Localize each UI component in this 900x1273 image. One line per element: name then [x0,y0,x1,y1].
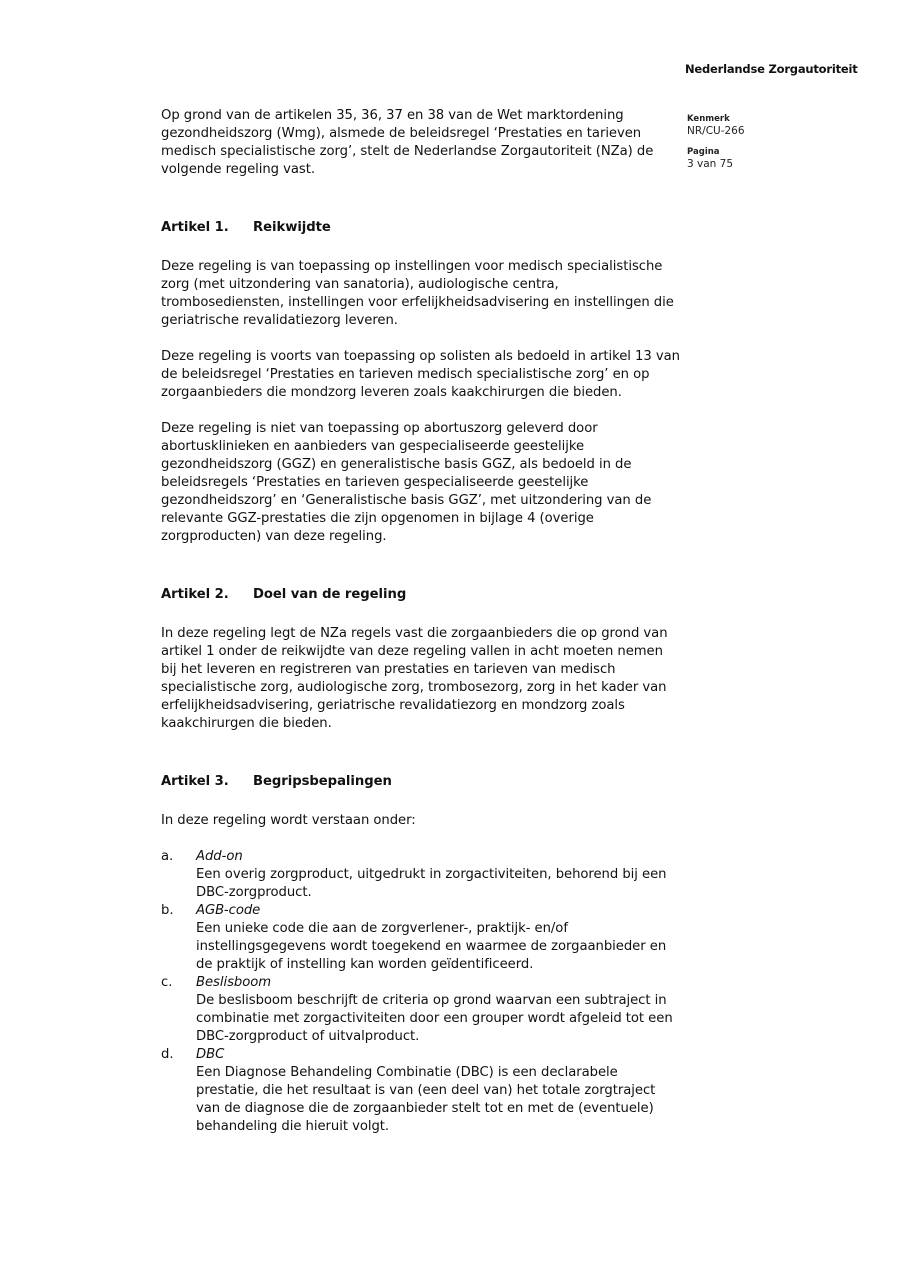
kenmerk-value: NR/CU-266 [687,125,745,137]
article-heading [161,219,681,237]
article-2 [161,586,681,733]
definition-description: Een unieke code die aan de zorgverlener-, praktijk- en/of instellingsgegevens wordt toegekend en waarmee de zorgaanbieder en de praktijk of instelling kan worden geïdentificeerd. [196,921,667,972]
document-body [161,107,681,1136]
definition-term: Beslisboom [196,975,272,990]
article-number: Artikel 1. [161,220,229,235]
article-title: Begripsbepalingen [253,774,392,789]
definition-letter: a. [161,849,174,864]
article-heading [161,586,681,604]
article-title: Doel van de regeling [253,587,407,602]
pagina-value: 3 van 75 [687,158,734,170]
definition-item [161,1046,681,1136]
definition-item [161,848,681,902]
document-meta [687,114,745,180]
definitions-list [161,848,681,1136]
article-title: Reikwijdte [253,220,331,235]
definition-letter: d. [161,1047,174,1062]
kenmerk-label: Kenmerk [687,114,730,124]
paragraph: Deze regeling is niet van toepassing op abortuszorg geleverd door abortusklinieken en aanbieders van gespecialiseerde geestelijke gezondheidszorg (GGZ) en generalistische basis GGZ, als bedoeld in de beleidsregels ‘Prestaties en tarieven gespecialiseerde geestelijke gezondheidszorg’ en ‘Generalistische basis GGZ’, met uitzondering van de relevante GGZ-prestaties die zijn opgenomen in bijlage 4 (overige zorgproducten) van deze regeling. [161,421,652,544]
definition-term: DBC [196,1047,225,1062]
definition-item [161,974,681,1046]
article-number: Artikel 2. [161,587,229,602]
definition-description: Een Diagnose Behandeling Combinatie (DBC) is een declarabele prestatie, die het resultaat is van (een deel van) het totale zorgtraject van de diagnose die de zorgaanbieder stelt tot en met de (eventuele) behandeling die hieruit volgt. [196,1065,656,1134]
definition-letter: b. [161,903,174,918]
definition-letter: c. [161,975,173,990]
article-1 [161,219,681,546]
definition-term: Add-on [196,849,243,864]
paragraph: In deze regeling wordt verstaan onder: [161,813,416,828]
definition-description: De beslisboom beschrijft de criteria op grond waarvan een subtraject in combinatie met zorgactiviteiten door een grouper wordt afgeleid tot een DBC-zorgproduct of uitvalproduct. [196,993,673,1044]
pagina-label: Pagina [687,147,720,157]
definition-description: Een overig zorgproduct, uitgedrukt in zorgactiviteiten, behorend bij een DBC-zorgproduct. [196,867,667,900]
article-3 [161,773,681,1136]
definition-term: AGB-code [196,903,261,918]
intro-paragraph: Op grond van de artikelen 35, 36, 37 en 38 van de Wet marktordening gezondheidszorg (Wmg), alsmede de beleidsregel ‘Prestaties en tarieven medisch specialistische zorg’, stelt de Nederlandse Zorgautoriteit (NZa) de volgende regeling vast. [161,108,654,177]
article-heading [161,773,681,791]
definition-item [161,902,681,974]
paragraph: Deze regeling is van toepassing op instellingen voor medisch specialistische zorg (met uitzondering van sanatoria), audiologische centra, trombosediensten, instellingen voor erfelijkheidsadvisering en instellingen die geriatrische revalidatiezorg leveren. [161,259,674,328]
paragraph: In deze regeling legt de NZa regels vast die zorgaanbieders die op grond van artikel 1 onder de reikwijdte van deze regeling vallen in acht moeten nemen bij het leveren en registreren van prestaties en tarieven van medisch specialistische zorg, audiologische zorg, trombosezorg, zorg in het kader van erfelijkheidsadvisering, geriatrische revalidatiezorg en mondzorg zoals kaakchirurgen die bieden. [161,626,668,731]
organization-name: Nederlandse Zorgautoriteit [685,62,858,76]
article-number: Artikel 3. [161,774,229,789]
paragraph: Deze regeling is voorts van toepassing op solisten als bedoeld in artikel 13 van de beleidsregel ‘Prestaties en tarieven medisch specialistische zorg’ en op zorgaanbieders die mondzorg leveren zoals kaakchirurgen die bieden. [161,349,680,400]
